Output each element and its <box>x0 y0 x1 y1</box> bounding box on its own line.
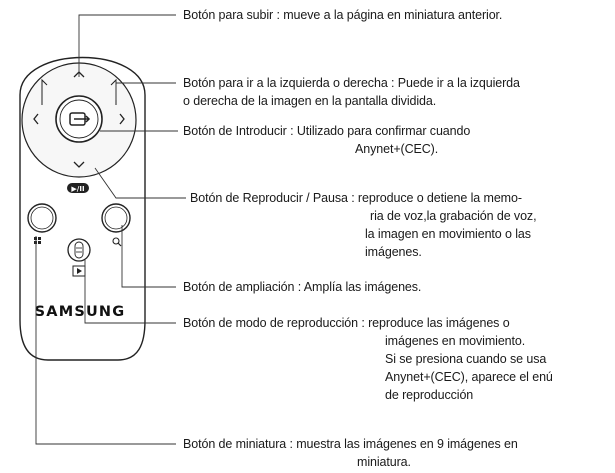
callout-play-line-2: ria de voz,la grabación de voz, <box>370 209 537 223</box>
callout-play-line-4: imágenes. <box>365 245 422 259</box>
callout-enter-line-2: Anynet+(CEC). <box>355 142 439 156</box>
play-pause-label: ▶/II <box>71 185 85 193</box>
callout-thumb-line-1: Botón de miniatura : muestra las imágenes en 9 imágenes en <box>183 437 518 451</box>
callout-play-line-3: la imagen en movimiento o las <box>365 227 531 241</box>
callout-play-line-1: Botón de Reproducir / Pausa : reproduce o detiene la memo- <box>190 191 522 205</box>
callout-mode-line-1: Botón de modo de reproducción : reproduce las imágenes o <box>183 316 510 330</box>
play-icon <box>73 266 85 276</box>
callout-thumb-line-2: miniatura. <box>357 455 411 469</box>
callout-mode-line-5: de reproducción <box>385 388 474 402</box>
brand-logo: SAMSUNG <box>34 304 126 320</box>
callout-mode-line-4: Anynet+(CEC), aparece el enú <box>385 370 553 384</box>
callout-lr-line-2: o derecha de la imagen en la pantalla dividida. <box>183 94 437 108</box>
zoom-button <box>102 204 130 232</box>
thumbnail-button <box>28 204 56 232</box>
callout-up-line-1: Botón para subir : mueve a la página en miniatura anterior. <box>183 8 503 22</box>
callout-zoom-line-1: Botón de ampliación : Amplía las imágenes. <box>183 280 422 294</box>
callout-mode-line-2: imágenes en movimiento. <box>385 334 526 348</box>
callout-mode-line-3: Si se presiona cuando se usa <box>385 352 547 366</box>
callout-lr-line-1: Botón para ir a la izquierda o derecha : Puede ir a la izquierda <box>183 76 520 90</box>
callout-enter-line-1: Botón de Introducir : Utilizado para confirmar cuando <box>183 124 471 138</box>
